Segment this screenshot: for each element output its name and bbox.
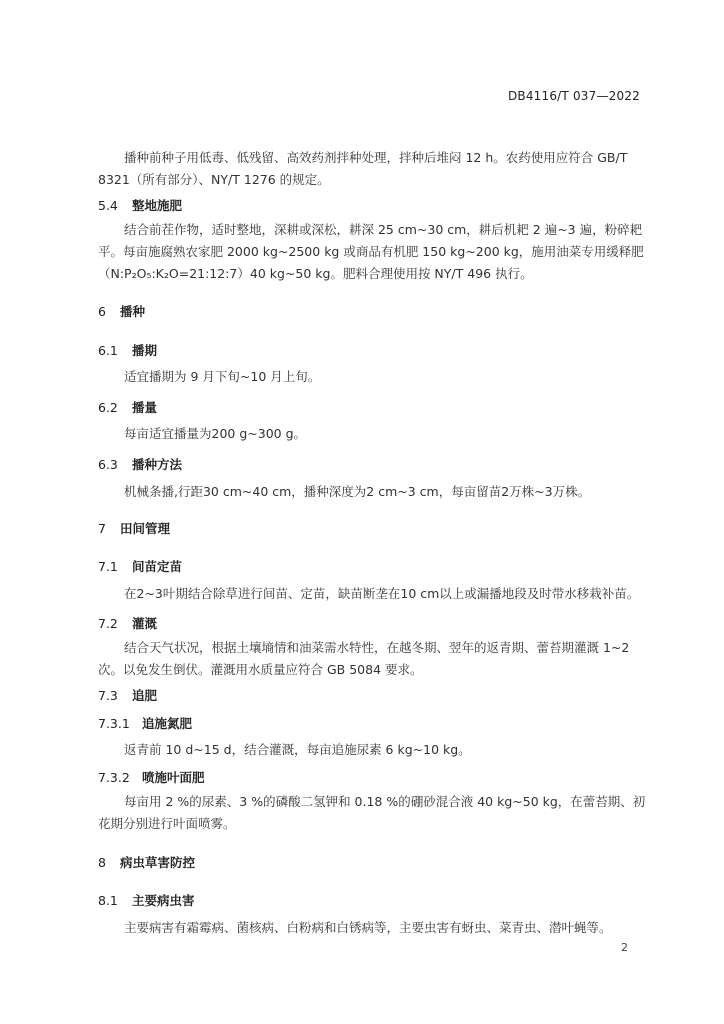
intro-paragraph-block [98,147,646,191]
section-number: 6 [98,304,106,319]
document-code: DB4116/T 037—2022 [507,89,640,103]
section-6-2-text: 每亩适宜播量为200 g~300 g。 [124,426,307,441]
section-number: 6.2 [98,400,118,415]
section-7-1-heading [98,557,182,575]
section-7-3-2-heading [98,768,205,786]
section-7-2-body [98,637,646,681]
section-7-3-heading [98,686,157,704]
intro-paragraph: 播种前种子用低毒、低残留、高效药剂拌种处理，拌种后堆闷 12 h。农药使用应符合 GB/T 8321（所有部分）、NY/T 1276 的规定。 [98,150,628,187]
section-title: 病虫草害防控 [120,855,196,870]
section-6-1-heading [98,341,157,359]
section-8-1-text: 主要病害有霜霉病、菌核病、白粉病和白锈病等，主要虫害有蚜虫、菜青虫、潜叶蝇等。 [124,920,612,935]
section-7-1-text: 在2~3叶期结合除草进行间苗、定苗，缺苗断垄在10 cm以上或漏播地段及时带水移栽补苗。 [124,586,640,601]
section-7-3-2-body [98,791,646,835]
page-number: 2 [621,941,628,954]
section-number: 7.3.1 [98,716,130,731]
section-title: 播种方法 [132,457,183,472]
section-title: 播种 [120,304,146,319]
section-number: 7.3.2 [98,770,130,785]
section-8-1-heading [98,891,195,909]
section-7-3-1-text: 返青前 10 d~15 d，结合灌溉，每亩追施尿素 6 kg~10 kg。 [124,742,471,757]
section-title: 田间管理 [120,521,171,536]
section-title: 整地施肥 [132,198,183,213]
section-title: 喷施叶面肥 [142,770,205,785]
section-title: 播量 [132,400,158,415]
section-6-3-text: 机械条播,行距30 cm~40 cm，播种深度为2 cm~3 cm，每亩留苗2万株~3万株。 [124,484,591,499]
section-paragraph: 每亩用 2 %的尿素、3 %的磷酸二氢钾和 0.18 %的硼砂混合液 40 kg~50 kg，在蕾苔期、初花期分别进行叶面喷雾。 [98,794,646,831]
section-title: 追肥 [132,688,158,703]
section-paragraph: 结合前茬作物，适时整地，深耕或深松，耕深 25 cm~30 cm，耕后机耙 2 遍~3 遍，粉碎耙平。每亩施腐熟农家肥 2000 kg~2500 kg 或商品有机肥 150 kg~200 kg，施用油菜专用缓释肥（N:P₂O₅:K₂O=21:12:7）40 kg~50 kg。肥料合理使用按 NY/T 496 执行。 [98,222,644,281]
section-6-1-text: 适宜播期为 9 月下旬~10 月上旬。 [124,369,321,384]
section-6-heading [98,302,145,320]
section-5-4-body [98,219,646,285]
section-number: 7.1 [98,559,118,574]
section-5-4-heading [98,196,182,214]
section-title: 间苗定苗 [132,559,183,574]
section-6-3-heading [98,455,182,473]
section-number: 7.3 [98,688,118,703]
section-number: 7 [98,521,106,536]
section-number: 6.3 [98,457,118,472]
section-paragraph: 结合天气状况，根据土壤墒情和油菜需水特性，在越冬期、翌年的返青期、蕾苔期灌溉 1~2 次。以免发生倒伏。灌溉用水质量应符合 GB 5084 要求。 [98,640,630,677]
section-7-2-heading [98,614,157,632]
section-6-2-heading [98,398,157,416]
section-number: 8.1 [98,893,118,908]
section-number: 6.1 [98,343,118,358]
section-title: 追施氮肥 [142,716,193,731]
section-title: 主要病虫害 [132,893,195,908]
section-number: 5.4 [98,198,118,213]
section-7-heading [98,519,170,537]
section-title: 灌溉 [132,616,158,631]
section-title: 播期 [132,343,158,358]
section-number: 7.2 [98,616,118,631]
section-7-3-1-heading [98,714,192,732]
section-number: 8 [98,855,106,870]
section-8-heading [98,853,195,871]
